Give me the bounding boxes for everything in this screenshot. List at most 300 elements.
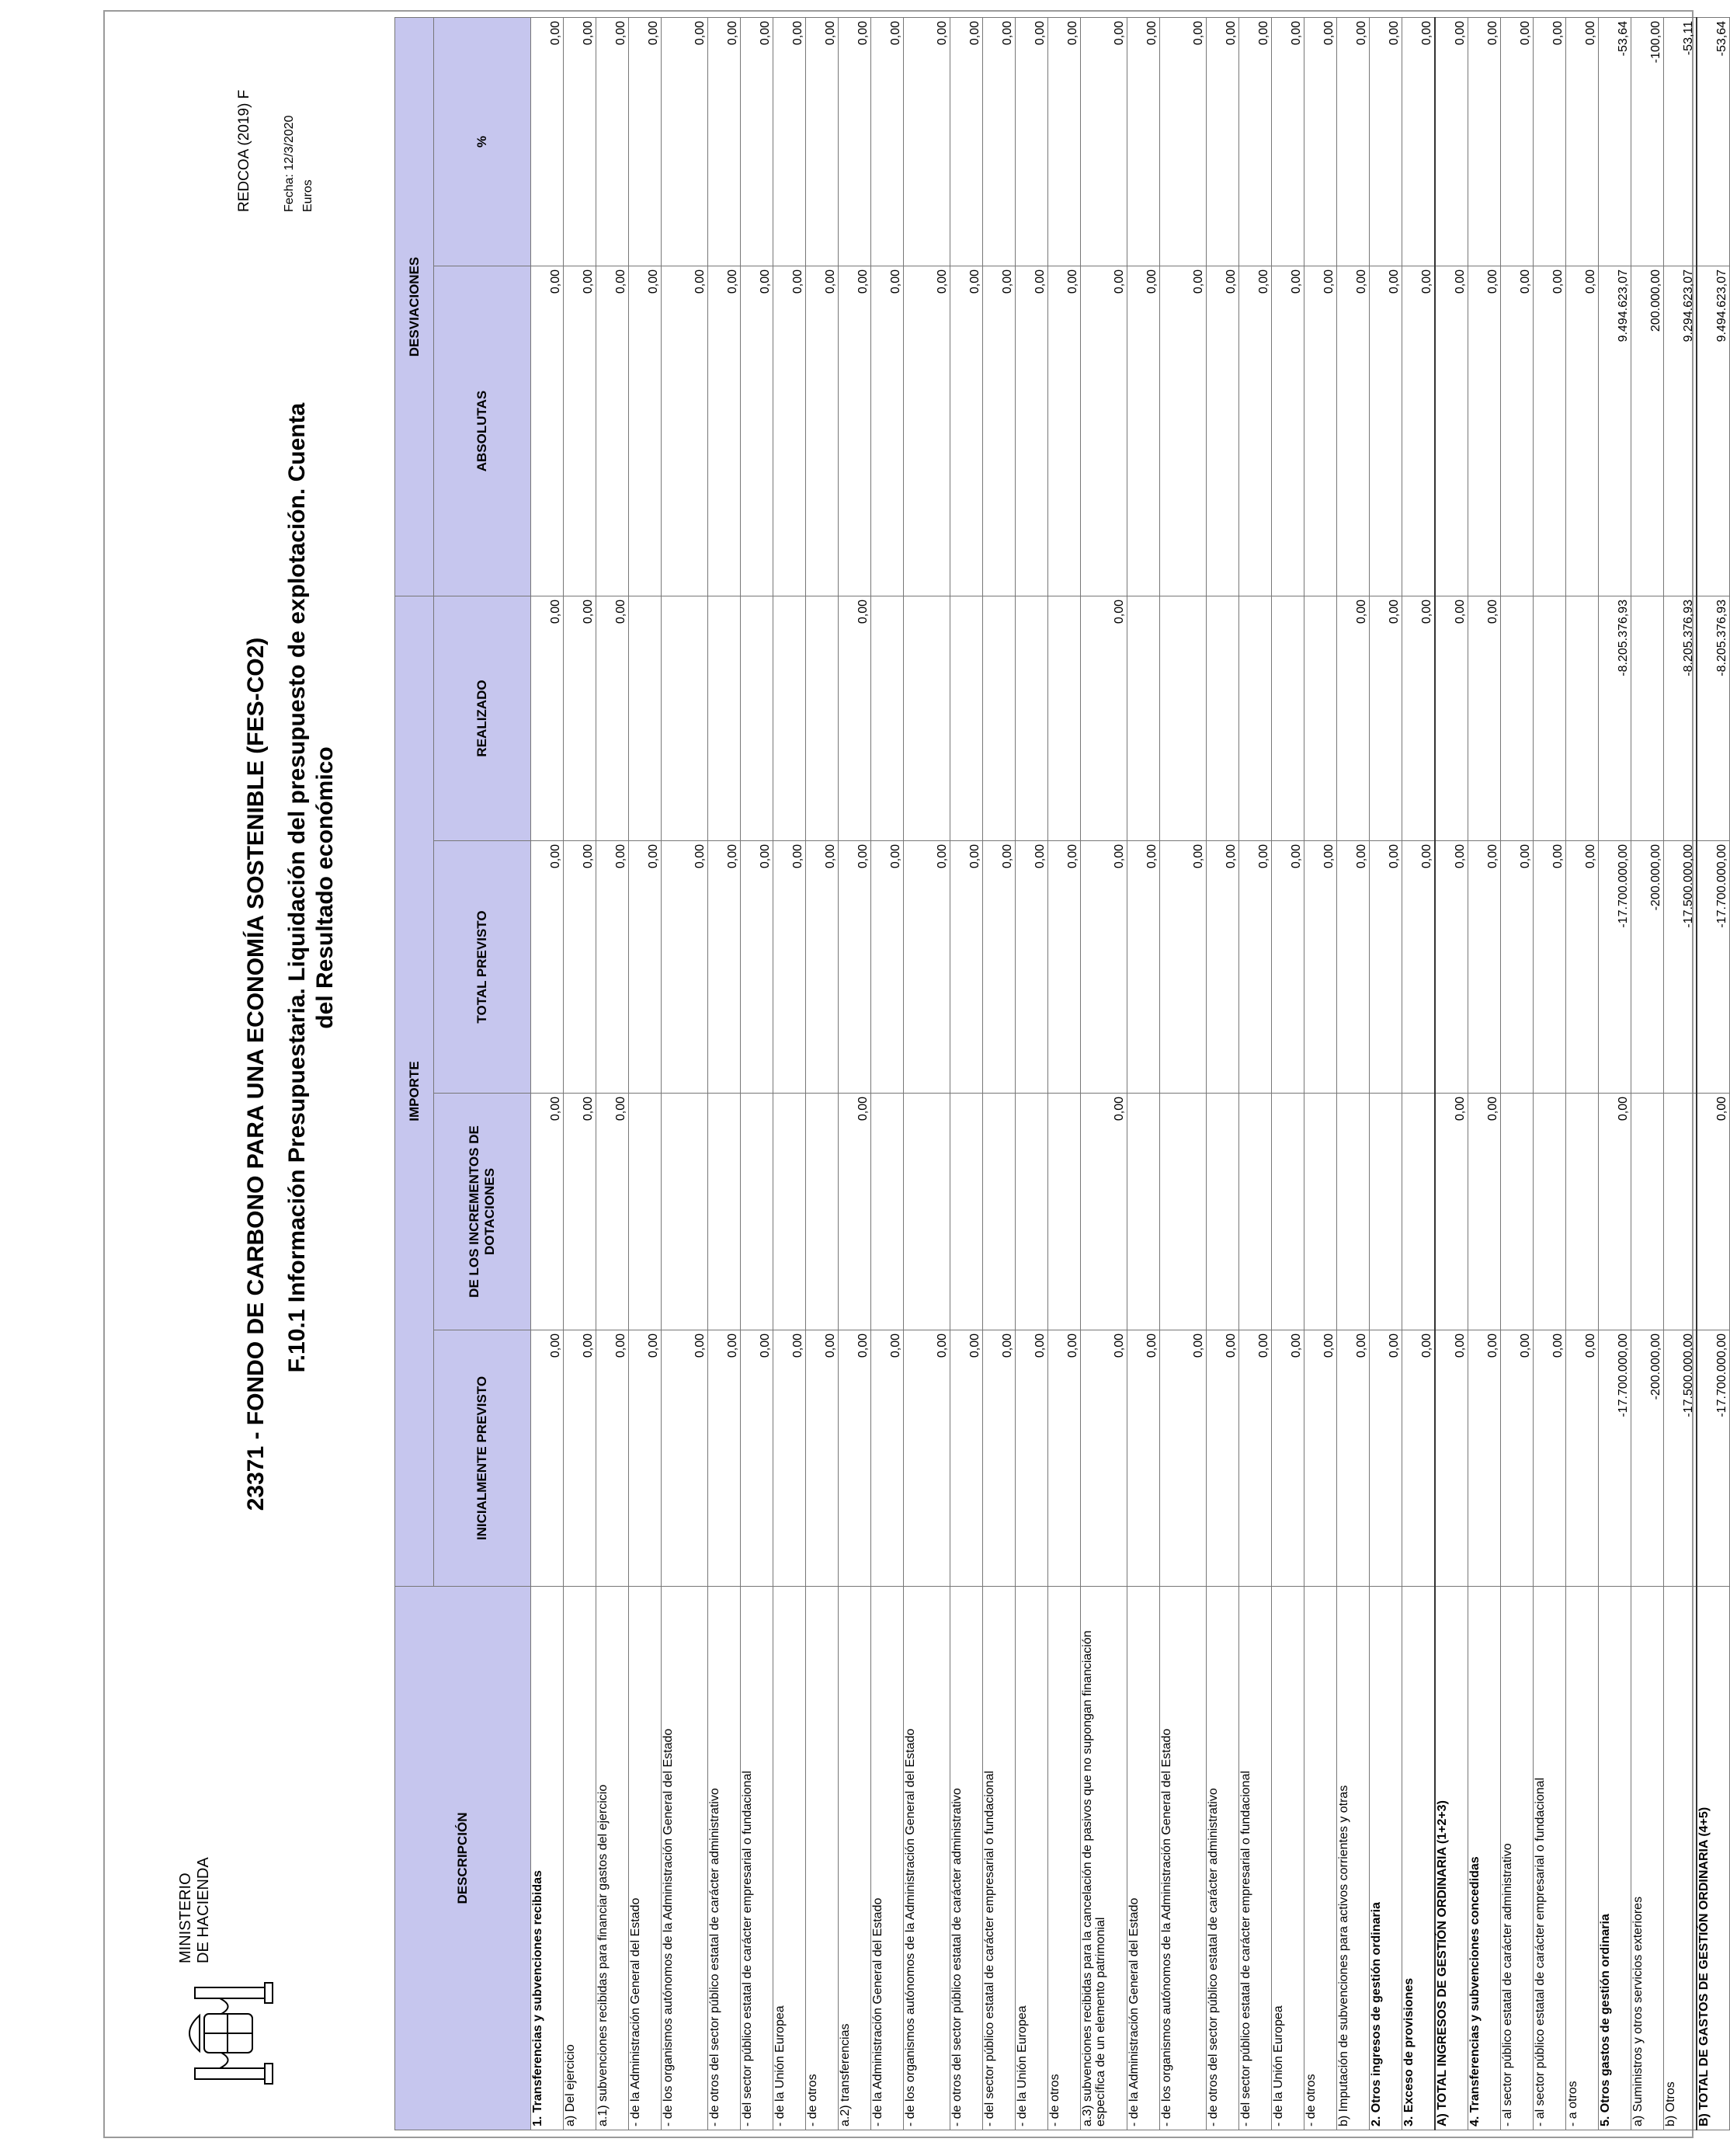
ministry-line-2: DE HACIENDA	[195, 1857, 212, 1963]
cell-inicial: 0,00	[1081, 1330, 1127, 1587]
cell-incrementos	[1304, 1094, 1337, 1330]
row-description: a.2) transferencias	[839, 1587, 871, 2130]
cell-total: 0,00	[1160, 841, 1207, 1094]
cell-inicial: 0,00	[531, 1330, 564, 1587]
cell-incrementos	[773, 1094, 806, 1330]
col-header-desviaciones: DESVIACIONES	[395, 17, 434, 596]
cell-realizado	[741, 596, 773, 840]
table-row	[1160, 17, 1207, 2130]
cell-pct: 0,00	[1370, 17, 1402, 266]
cell-total: -17.700.000,00	[1599, 841, 1631, 1094]
cell-total: 0,00	[629, 841, 662, 1094]
cell-absolutas: 200.000,00	[1631, 266, 1664, 596]
table-row	[596, 17, 629, 2130]
cell-incrementos: 0,00	[531, 1094, 564, 1330]
cell-inicial: 0,00	[871, 1330, 904, 1587]
cell-incrementos	[662, 1094, 708, 1330]
cell-incrementos	[741, 1094, 773, 1330]
cell-absolutas: 0,00	[1048, 266, 1081, 596]
cell-absolutas: 0,00	[629, 266, 662, 596]
cell-absolutas: 0,00	[1566, 266, 1599, 596]
cell-total: 0,00	[1304, 841, 1337, 1094]
cell-incrementos	[1048, 1094, 1081, 1330]
table-row	[564, 17, 596, 2130]
row-description: - a otros	[1566, 1587, 1599, 2130]
cell-total: 0,00	[950, 841, 983, 1094]
cell-incrementos	[1370, 1094, 1402, 1330]
cell-pct: 0,00	[1081, 17, 1127, 266]
cell-realizado	[1160, 596, 1207, 840]
cell-inicial: -17.700.000,00	[1697, 1330, 1730, 1587]
cell-realizado	[904, 596, 950, 840]
cell-inicial: 0,00	[806, 1330, 839, 1587]
col-header-incrementos: DE LOS INCREMENTOS DE DOTACIONES	[434, 1094, 531, 1330]
row-description: - de la Administración General del Estado	[871, 1587, 904, 2130]
cell-incrementos	[1160, 1094, 1207, 1330]
budget-table	[394, 17, 1730, 2130]
cell-total: 0,00	[1566, 841, 1599, 1094]
cell-inicial: -200.000,00	[1631, 1330, 1664, 1587]
cell-incrementos	[1239, 1094, 1272, 1330]
cell-absolutas: 0,00	[741, 266, 773, 596]
cell-realizado	[1016, 596, 1048, 840]
row-description: 3. Exceso de provisiones	[1402, 1587, 1436, 2130]
cell-realizado	[1631, 596, 1664, 840]
cell-incrementos	[904, 1094, 950, 1330]
table-row	[1127, 17, 1160, 2130]
cell-realizado	[871, 596, 904, 840]
cell-absolutas: 0,00	[1337, 266, 1370, 596]
cell-total: 0,00	[871, 841, 904, 1094]
cell-absolutas: 0,00	[773, 266, 806, 596]
cell-realizado: 0,00	[531, 596, 564, 840]
cell-pct: 0,00	[983, 17, 1016, 266]
cell-total: 0,00	[596, 841, 629, 1094]
cell-incrementos	[1207, 1094, 1239, 1330]
cell-inicial: 0,00	[662, 1330, 708, 1587]
table-row	[1468, 17, 1501, 2130]
row-description: - de otros	[1048, 1587, 1081, 2130]
col-header-pct: %	[434, 17, 531, 266]
rotated-report	[103, 10, 1728, 2138]
cell-inicial: 0,00	[708, 1330, 741, 1587]
cell-realizado	[1534, 596, 1566, 840]
cell-total: 0,00	[741, 841, 773, 1094]
table-row	[1566, 17, 1599, 2130]
cell-realizado	[950, 596, 983, 840]
cell-incrementos	[1337, 1094, 1370, 1330]
table-row	[531, 17, 564, 2130]
cell-total: 0,00	[662, 841, 708, 1094]
cell-inicial: 0,00	[564, 1330, 596, 1587]
row-description: - de la Unión Europea	[773, 1587, 806, 2130]
cell-inicial: 0,00	[773, 1330, 806, 1587]
cell-total: 0,00	[1048, 841, 1081, 1094]
report-title: 23371 - FONDO DE CARBONO PARA UNA ECONOMÍA SOSTENIBLE (FES-CO2)	[243, 637, 269, 1511]
cell-absolutas: 0,00	[564, 266, 596, 596]
cell-inicial: 0,00	[1127, 1330, 1160, 1587]
row-description: - de otros del sector público estatal de carácter administrativo	[708, 1587, 741, 2130]
cell-inicial: 0,00	[596, 1330, 629, 1587]
cell-pct: 0,00	[1304, 17, 1337, 266]
cell-realizado: 0,00	[596, 596, 629, 840]
cell-inicial: 0,00	[1337, 1330, 1370, 1587]
cell-absolutas: 0,00	[983, 266, 1016, 596]
cell-realizado	[773, 596, 806, 840]
table-row	[741, 17, 773, 2130]
cell-realizado: 0,00	[1402, 596, 1436, 840]
cell-inicial: 0,00	[983, 1330, 1016, 1587]
row-description: 1. Transferencias y subvenciones recibidas	[531, 1587, 564, 2130]
cell-total: 0,00	[1337, 841, 1370, 1094]
table-row	[839, 17, 871, 2130]
row-description: - del sector público estatal de carácter empresarial o fundacional	[741, 1587, 773, 2130]
cell-total: 0,00	[1239, 841, 1272, 1094]
cell-absolutas: 0,00	[531, 266, 564, 596]
cell-incrementos: 0,00	[1697, 1094, 1730, 1330]
cell-total: 0,00	[1435, 841, 1468, 1094]
cell-incrementos: 0,00	[596, 1094, 629, 1330]
cell-realizado	[1272, 596, 1304, 840]
cell-inicial: -17.700.000,00	[1599, 1330, 1631, 1587]
cell-inicial: 0,00	[1304, 1330, 1337, 1587]
row-description: - de la Administración General del Estado	[1127, 1587, 1160, 2130]
cell-total: 0,00	[1370, 841, 1402, 1094]
cell-incrementos: 0,00	[839, 1094, 871, 1330]
table-row	[1304, 17, 1337, 2130]
cell-realizado: 0,00	[839, 596, 871, 840]
cell-total: 0,00	[904, 841, 950, 1094]
cell-inicial: 0,00	[1048, 1330, 1081, 1587]
col-header-description: DESCRIPCIÓN	[395, 1587, 531, 2130]
cell-absolutas: 0,00	[1272, 266, 1304, 596]
report-subtitle: F.10.1 Información Presupuestaria. Liquidación del presupuesto de explotación. Cuenta del Resultado económico	[284, 402, 338, 1373]
table-row	[1664, 17, 1697, 2130]
cell-incrementos: 0,00	[1468, 1094, 1501, 1330]
cell-pct: 0,00	[531, 17, 564, 266]
cell-absolutas: 0,00	[1239, 266, 1272, 596]
cell-absolutas: 0,00	[1402, 266, 1436, 596]
cell-inicial: 0,00	[839, 1330, 871, 1587]
coat-of-arms-icon	[173, 1975, 290, 2092]
cell-incrementos	[1272, 1094, 1304, 1330]
cell-total: 0,00	[1468, 841, 1501, 1094]
cell-realizado: 0,00	[1435, 596, 1468, 840]
cell-realizado: 0,00	[1337, 596, 1370, 840]
cell-inicial: 0,00	[1566, 1330, 1599, 1587]
cell-pct: 0,00	[1160, 17, 1207, 266]
cell-incrementos	[1664, 1094, 1697, 1330]
row-description: 2. Otros ingresos de gestión ordinaria	[1370, 1587, 1402, 2130]
cell-realizado	[1566, 596, 1599, 840]
col-header-inicial: INICIALMENTE PREVISTO	[434, 1330, 531, 1587]
cell-pct: 0,00	[1048, 17, 1081, 266]
cell-pct: 0,00	[662, 17, 708, 266]
cell-pct: 0,00	[871, 17, 904, 266]
cell-pct: -53,64	[1697, 17, 1730, 266]
col-header-total: TOTAL PREVISTO	[434, 841, 531, 1094]
row-description: - de la Administración General del Estado	[629, 1587, 662, 2130]
cell-realizado: -8.205.376,93	[1664, 596, 1697, 840]
table-row	[1402, 17, 1436, 2130]
cell-absolutas: 0,00	[1016, 266, 1048, 596]
cell-total: 0,00	[1081, 841, 1127, 1094]
row-description: - al sector público estatal de carácter empresarial o fundacional	[1534, 1587, 1566, 2130]
table-row	[1435, 17, 1468, 2130]
cell-absolutas: 0,00	[708, 266, 741, 596]
cell-total: -200.000,00	[1631, 841, 1664, 1094]
cell-pct: 0,00	[773, 17, 806, 266]
table-row	[1337, 17, 1370, 2130]
cell-absolutas: 0,00	[662, 266, 708, 596]
table-row	[1501, 17, 1534, 2130]
row-description: B) TOTAL DE GASTOS DE GESTIÓN ORDINARIA (4+5)	[1697, 1587, 1730, 2130]
table-row	[1239, 17, 1272, 2130]
cell-absolutas: 0,00	[950, 266, 983, 596]
cell-total: 0,00	[1534, 841, 1566, 1094]
cell-total: 0,00	[773, 841, 806, 1094]
row-description: 4. Transferencias y subvenciones concedidas	[1468, 1587, 1501, 2130]
cell-pct: 0,00	[806, 17, 839, 266]
cell-pct: 0,00	[1534, 17, 1566, 266]
cell-realizado	[806, 596, 839, 840]
cell-inicial: 0,00	[1370, 1330, 1402, 1587]
row-description: - del sector público estatal de carácter empresarial o fundacional	[983, 1587, 1016, 2130]
cell-pct: 0,00	[596, 17, 629, 266]
table-row	[773, 17, 806, 2130]
cell-inicial: 0,00	[904, 1330, 950, 1587]
cell-pct: 0,00	[629, 17, 662, 266]
cell-absolutas: 0,00	[1207, 266, 1239, 596]
cell-total: 0,00	[1501, 841, 1534, 1094]
cell-incrementos: 0,00	[564, 1094, 596, 1330]
cell-inicial: -17.500.000,00	[1664, 1330, 1697, 1587]
row-description: a) Suministros y otros servicios exteriores	[1631, 1587, 1664, 2130]
row-description: - del sector público estatal de carácter empresarial o fundacional	[1239, 1587, 1272, 2130]
cell-absolutas: 0,00	[1304, 266, 1337, 596]
col-header-realizado: REALIZADO	[434, 596, 531, 840]
cell-incrementos	[983, 1094, 1016, 1330]
cell-absolutas: 0,00	[871, 266, 904, 596]
cell-absolutas: 9.294.623,07	[1664, 266, 1697, 596]
cell-realizado	[1239, 596, 1272, 840]
row-description: - de los organismos autónomos de la Administración General del Estado	[1160, 1587, 1207, 2130]
cell-incrementos	[1631, 1094, 1664, 1330]
cell-realizado	[662, 596, 708, 840]
table-row	[950, 17, 983, 2130]
cell-pct: 0,00	[741, 17, 773, 266]
cell-incrementos	[950, 1094, 983, 1330]
cell-pct: 0,00	[1207, 17, 1239, 266]
cell-absolutas: 0,00	[1127, 266, 1160, 596]
report-code: REDCOA (2019) F	[236, 89, 252, 212]
row-description: a) Del ejercicio	[564, 1587, 596, 2130]
cell-inicial: 0,00	[1402, 1330, 1436, 1587]
table-row	[871, 17, 904, 2130]
table-row	[1631, 17, 1664, 2130]
cell-total: 0,00	[1207, 841, 1239, 1094]
cell-incrementos	[1127, 1094, 1160, 1330]
row-description: a.3) subvenciones recibidas para la cancelación de pasivos que no supongan financiación específica de un elemento patrimonial	[1081, 1587, 1127, 2130]
cell-incrementos	[1501, 1094, 1534, 1330]
cell-realizado	[1127, 596, 1160, 840]
cell-inicial: 0,00	[1435, 1330, 1468, 1587]
cell-realizado	[1207, 596, 1239, 840]
cell-realizado	[629, 596, 662, 840]
cell-absolutas: 0,00	[839, 266, 871, 596]
cell-total: 0,00	[1127, 841, 1160, 1094]
row-description: A) TOTAL INGRESOS DE GESTIÓN ORDINARIA (1+2+3)	[1435, 1587, 1468, 2130]
cell-realizado	[1048, 596, 1081, 840]
cell-realizado	[983, 596, 1016, 840]
table-row	[662, 17, 708, 2130]
cell-inicial: 0,00	[1016, 1330, 1048, 1587]
row-description: b) Imputación de subvenciones para activos corrientes y otras	[1337, 1587, 1370, 2130]
table-row	[1016, 17, 1048, 2130]
report-date: Fecha: 12/3/2020	[283, 115, 296, 212]
cell-incrementos	[871, 1094, 904, 1330]
cell-incrementos: 0,00	[1599, 1094, 1631, 1330]
cell-realizado: 0,00	[1081, 596, 1127, 840]
cell-inicial: 0,00	[741, 1330, 773, 1587]
cell-realizado: 0,00	[1370, 596, 1402, 840]
cell-incrementos: 0,00	[1435, 1094, 1468, 1330]
cell-inicial: 0,00	[1468, 1330, 1501, 1587]
table-row	[1370, 17, 1402, 2130]
cell-pct: 0,00	[839, 17, 871, 266]
row-description: - de la Unión Europea	[1016, 1587, 1048, 2130]
cell-absolutas: 0,00	[1160, 266, 1207, 596]
cell-inicial: 0,00	[1207, 1330, 1239, 1587]
cell-pct: 0,00	[564, 17, 596, 266]
cell-pct: 0,00	[904, 17, 950, 266]
cell-inicial: 0,00	[1534, 1330, 1566, 1587]
cell-inicial: 0,00	[629, 1330, 662, 1587]
report-meta	[235, 18, 318, 212]
table-row	[629, 17, 662, 2130]
cell-total: 0,00	[806, 841, 839, 1094]
table-row	[1207, 17, 1239, 2130]
cell-total: 0,00	[1402, 841, 1436, 1094]
row-description: - de la Unión Europea	[1272, 1587, 1304, 2130]
cell-realizado: -8.205.376,93	[1697, 596, 1730, 840]
cell-pct: 0,00	[1468, 17, 1501, 266]
cell-total: 0,00	[564, 841, 596, 1094]
cell-total: 0,00	[531, 841, 564, 1094]
table-row	[983, 17, 1016, 2130]
cell-total: 0,00	[1016, 841, 1048, 1094]
cell-absolutas: 0,00	[1534, 266, 1566, 596]
row-description: - al sector público estatal de carácter administrativo	[1501, 1587, 1534, 2130]
cell-absolutas: 0,00	[806, 266, 839, 596]
cell-absolutas: 9.494.623,07	[1599, 266, 1631, 596]
cell-total: 0,00	[839, 841, 871, 1094]
cell-incrementos	[806, 1094, 839, 1330]
cell-pct: 0,00	[1566, 17, 1599, 266]
cell-realizado	[1304, 596, 1337, 840]
row-description: - de los organismos autónomos de la Administración General del Estado	[904, 1587, 950, 2130]
cell-realizado	[1501, 596, 1534, 840]
table-row	[1272, 17, 1304, 2130]
table-row	[1599, 17, 1631, 2130]
cell-absolutas: 0,00	[1081, 266, 1127, 596]
row-description: b) Otros	[1664, 1587, 1697, 2130]
cell-pct: 0,00	[1337, 17, 1370, 266]
cell-total: -17.500.000,00	[1664, 841, 1697, 1094]
row-description: - de otros	[806, 1587, 839, 2130]
cell-pct: 0,00	[708, 17, 741, 266]
table-row	[708, 17, 741, 2130]
col-header-importe: IMPORTE	[395, 596, 434, 1586]
cell-incrementos	[1016, 1094, 1048, 1330]
row-description: - de otros del sector público estatal de carácter administrativo	[950, 1587, 983, 2130]
cell-pct: 0,00	[1402, 17, 1436, 266]
cell-absolutas: 9.494.623,07	[1697, 266, 1730, 596]
cell-pct: 0,00	[950, 17, 983, 266]
table-row	[904, 17, 950, 2130]
cell-incrementos	[629, 1094, 662, 1330]
cell-pct: 0,00	[1239, 17, 1272, 266]
cell-total: -17.700.000,00	[1697, 841, 1730, 1094]
cell-pct: 0,00	[1127, 17, 1160, 266]
report-currency: Euros	[301, 179, 314, 212]
cell-pct: 0,00	[1435, 17, 1468, 266]
row-description: 5. Otros gastos de gestión ordinaria	[1599, 1587, 1631, 2130]
ministry-line-1: MINISTERIO	[177, 1873, 194, 1963]
cell-absolutas: 0,00	[904, 266, 950, 596]
row-description: - de otros	[1304, 1587, 1337, 2130]
table-row	[1534, 17, 1566, 2130]
cell-total: 0,00	[1272, 841, 1304, 1094]
row-description: a.1) subvenciones recibidas para financiar gastos del ejercicio	[596, 1587, 629, 2130]
cell-realizado	[708, 596, 741, 840]
cell-absolutas: 0,00	[596, 266, 629, 596]
cell-absolutas: 0,00	[1370, 266, 1402, 596]
cell-absolutas: 0,00	[1501, 266, 1534, 596]
cell-inicial: 0,00	[1501, 1330, 1534, 1587]
cell-total: 0,00	[983, 841, 1016, 1094]
table-body	[531, 17, 1730, 2130]
cell-pct: 0,00	[1272, 17, 1304, 266]
cell-total: 0,00	[708, 841, 741, 1094]
cell-realizado: 0,00	[564, 596, 596, 840]
cell-incrementos	[1534, 1094, 1566, 1330]
cell-absolutas: 0,00	[1468, 266, 1501, 596]
cell-realizado: 0,00	[1468, 596, 1501, 840]
cell-pct: -100,00	[1631, 17, 1664, 266]
cell-inicial: 0,00	[1239, 1330, 1272, 1587]
cell-inicial: 0,00	[1272, 1330, 1304, 1587]
cell-absolutas: 0,00	[1435, 266, 1468, 596]
row-description: - de los organismos autónomos de la Administración General del Estado	[662, 1587, 708, 2130]
cell-incrementos	[708, 1094, 741, 1330]
cell-incrementos: 0,00	[1081, 1094, 1127, 1330]
cell-pct: 0,00	[1016, 17, 1048, 266]
table-row	[1697, 17, 1730, 2130]
row-description: - de otros del sector público estatal de carácter administrativo	[1207, 1587, 1239, 2130]
col-header-absolutas: ABSOLUTAS	[434, 266, 531, 596]
cell-incrementos	[1566, 1094, 1599, 1330]
table-row	[806, 17, 839, 2130]
cell-pct: -53,11	[1664, 17, 1697, 266]
cell-pct: 0,00	[1501, 17, 1534, 266]
cell-incrementos	[1402, 1094, 1436, 1330]
cell-inicial: 0,00	[1160, 1330, 1207, 1587]
table-row	[1081, 17, 1127, 2130]
cell-pct: -53,64	[1599, 17, 1631, 266]
cell-inicial: 0,00	[950, 1330, 983, 1587]
cell-realizado: -8.205.376,93	[1599, 596, 1631, 840]
